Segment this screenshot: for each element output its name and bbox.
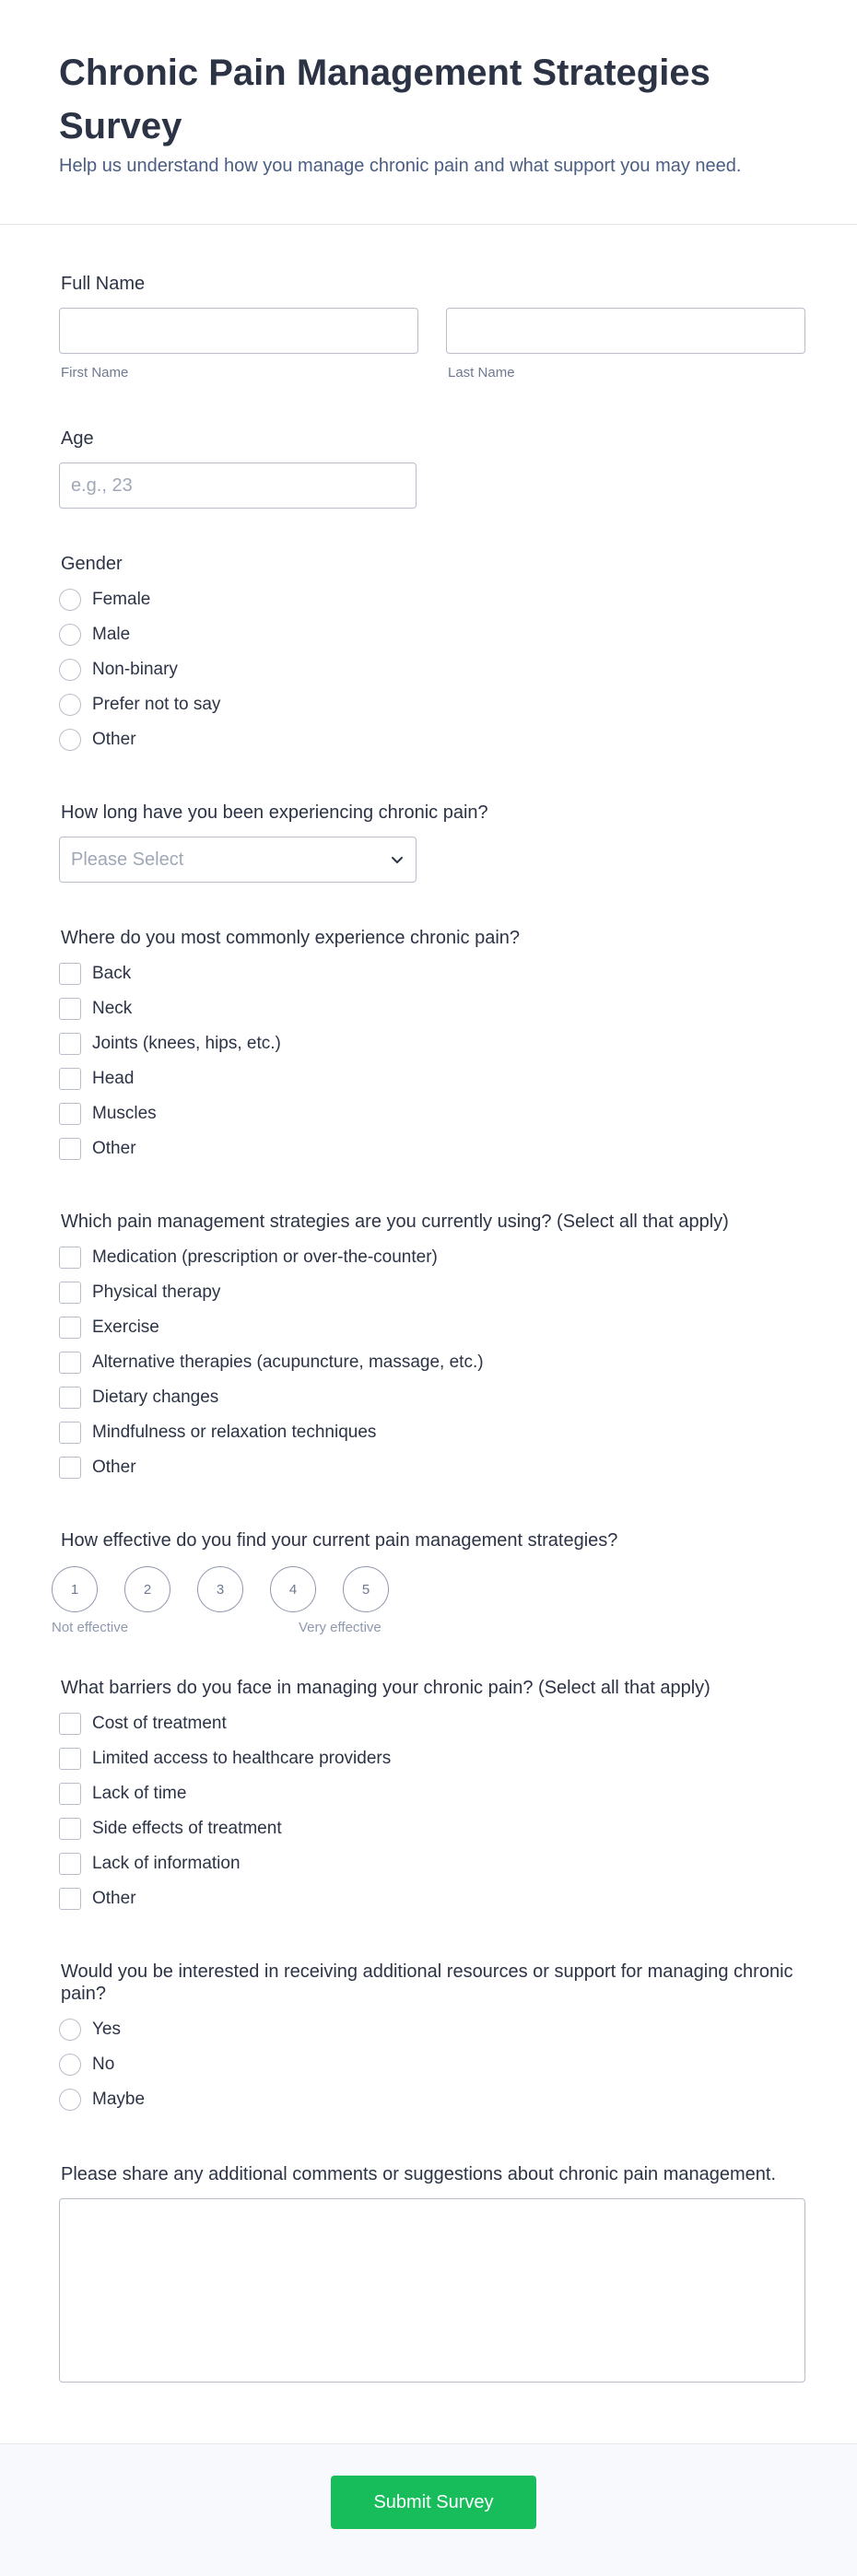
last-name-input[interactable] [446,308,805,354]
radio-circle[interactable] [59,2089,81,2111]
checkbox[interactable] [59,1317,81,1339]
radio-circle[interactable] [59,589,81,611]
strategy-option[interactable]: Mindfulness or relaxation techniques [59,1415,805,1450]
form-header [0,0,857,225]
checkbox[interactable] [59,1282,81,1304]
location-option[interactable]: Neck [59,991,805,1026]
form-footer [0,2443,857,2576]
duration-question [59,802,805,883]
effectiveness-question [52,1529,805,1642]
location-option[interactable]: Joints (knees, hips, etc.) [59,1026,805,1061]
checkbox[interactable] [59,1352,81,1374]
checkbox[interactable] [59,1748,81,1770]
scale-high-label: Very effective [299,1620,382,1635]
checkbox[interactable] [59,1138,81,1160]
barriers-question [59,1677,805,1916]
checkbox[interactable] [59,1853,81,1875]
scale-option[interactable]: 3 [197,1566,243,1612]
resources-label: Would you be interested in receiving additional resources or support for managing chronic pain? [61,1961,793,2004]
location-options [59,956,805,1166]
age-question [59,427,805,509]
resource-option[interactable]: Maybe [59,2082,805,2117]
duration-label: How long have you been experiencing chronic pain? [61,802,488,823]
location-option[interactable]: Head [59,1061,805,1096]
scale-option[interactable]: 4 [270,1566,316,1612]
checkbox[interactable] [59,998,81,1020]
barrier-option[interactable]: Cost of treatment [59,1706,805,1741]
resource-option[interactable]: Yes [59,2012,805,2047]
resources-question [59,1961,805,2117]
checkbox[interactable] [59,1422,81,1444]
checkbox[interactable] [59,1783,81,1805]
comments-textarea[interactable] [59,2198,805,2383]
radio-circle[interactable] [59,729,81,751]
checkbox[interactable] [59,1387,81,1409]
checkbox[interactable] [59,1033,81,1055]
strategies-options [59,1240,805,1485]
location-option[interactable]: Back [59,956,805,991]
radio-circle[interactable] [59,694,81,716]
page-title: Chronic Pain Management Strategies Survey [59,53,710,146]
gender-option[interactable]: Female [59,582,805,617]
scale-low-label: Not effective [52,1620,129,1635]
effectiveness-scale [52,1566,805,1612]
radio-circle[interactable] [59,624,81,646]
barriers-options [59,1706,805,1916]
age-label: Age [61,428,94,449]
first-name-sublabel: First Name [61,365,129,381]
duration-select[interactable] [59,837,417,883]
strategy-option[interactable]: Other [59,1450,805,1485]
radio-circle[interactable] [59,2054,81,2076]
checkbox[interactable] [59,1457,81,1479]
barrier-option[interactable]: Limited access to healthcare providers [59,1741,805,1776]
location-label: Where do you most commonly experience chronic pain? [61,928,521,948]
chevron-down-icon [390,852,405,867]
strategy-option[interactable]: Physical therapy [59,1275,805,1310]
radio-circle[interactable] [59,659,81,681]
strategy-option[interactable]: Exercise [59,1310,805,1345]
age-input[interactable]: e.g., 23 [59,463,417,509]
checkbox[interactable] [59,1713,81,1735]
gender-label: Gender [61,554,123,574]
scale-option[interactable]: 1 [52,1566,98,1612]
resource-option[interactable]: No [59,2047,805,2082]
duration-select-placeholder: Please Select [71,849,184,870]
resources-options [59,2012,805,2117]
strategy-option[interactable]: Medication (prescription or over-the-counter) [59,1240,805,1275]
radio-circle[interactable] [59,2019,81,2041]
gender-option[interactable]: Other [59,722,805,757]
barrier-option[interactable]: Side effects of treatment [59,1811,805,1846]
comments-label: Please share any additional comments or suggestions about chronic pain management. [61,2164,777,2184]
scale-labels [52,1620,805,1642]
first-name-input[interactable] [59,308,418,354]
barriers-label: What barriers do you face in managing your chronic pain? (Select all that apply) [61,1678,710,1698]
strategy-option[interactable]: Dietary changes [59,1380,805,1415]
submit-button[interactable]: Submit Survey [331,2476,536,2529]
gender-options [59,582,805,757]
survey-form [0,225,857,2436]
scale-option[interactable]: 2 [124,1566,170,1612]
page-subtitle: Help us understand how you manage chronic pain and what support you may need. [59,156,742,176]
gender-option[interactable]: Prefer not to say [59,687,805,722]
scale-option[interactable]: 5 [343,1566,389,1612]
comments-question [59,2163,805,2387]
checkbox[interactable] [59,1818,81,1840]
strategies-label: Which pain management strategies are you currently using? (Select all that apply) [61,1212,729,1232]
checkbox[interactable] [59,1068,81,1090]
checkbox[interactable] [59,1247,81,1269]
full-name-question [59,273,805,381]
gender-option[interactable]: Non-binary [59,652,805,687]
location-option[interactable]: Muscles [59,1096,805,1131]
strategy-option[interactable]: Alternative therapies (acupuncture, massage, etc.) [59,1345,805,1380]
location-option[interactable]: Other [59,1131,805,1166]
barrier-option[interactable]: Lack of information [59,1846,805,1881]
barrier-option[interactable]: Other [59,1881,805,1916]
checkbox[interactable] [59,1888,81,1910]
gender-option[interactable]: Male [59,617,805,652]
location-question [59,927,805,1166]
effectiveness-label: How effective do you find your current pain management strategies? [61,1530,618,1551]
checkbox[interactable] [59,963,81,985]
strategies-question [59,1211,805,1485]
checkbox[interactable] [59,1103,81,1125]
barrier-option[interactable]: Lack of time [59,1776,805,1811]
gender-question [59,553,805,757]
last-name-sublabel: Last Name [448,365,515,381]
full-name-label: Full Name [61,274,146,294]
